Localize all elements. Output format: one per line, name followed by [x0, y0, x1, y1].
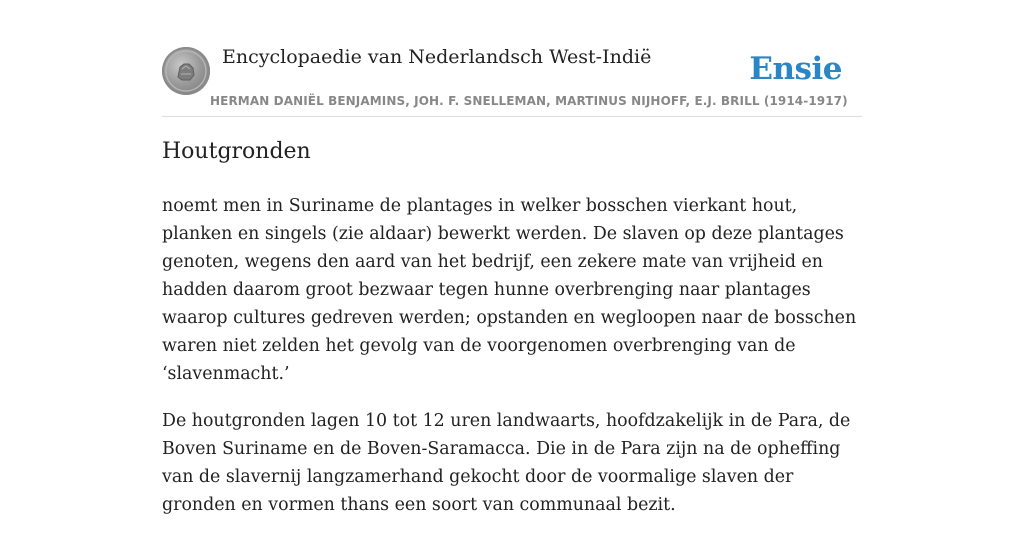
article-paragraph: De houtgronden lagen 10 tot 12 uren landwaarts, hoofdzakelijk in de Para, de Boven Suriname en de Boven-Saramacca. Die in de Para zijn na de opheffing van de slavernij langzamerhand gekocht door de voormalige slaven der gronden en vormen thans een soort van communaal bezit. [162, 411, 851, 515]
source-title[interactable]: Encyclopaedie van Nederlandsch West-Indië [222, 46, 652, 68]
coin-seal-icon[interactable] [162, 47, 210, 95]
article-body [162, 192, 862, 538]
source-authors: HERMAN DANIËL BENJAMINS, JOH. F. SNELLEMAN, MARTINUS NIJHOFF, E.J. BRILL (1914-1917) [210, 94, 848, 108]
article-title: Houtgronden [162, 139, 311, 164]
ensie-brand-link[interactable]: Ensie [749, 51, 842, 87]
source-header [162, 40, 862, 117]
article-paragraph: noemt men in Suriname de plantages in welker bosschen vierkant hout, planken en singels (zie aldaar) bewerkt werden. De slaven op deze plantages genoten, wegens den aard van het bedrijf, een zekere mate van vrijheid en hadden daarom groot bezwaar tegen hunne overbrenging naar plantages waarop cultures gedreven werden; opstanden en wegloopen naar de bosschen waren niet zelden het gevolg van de voorgenomen overbrenging van de ‘slavenmacht.’ [162, 196, 857, 384]
